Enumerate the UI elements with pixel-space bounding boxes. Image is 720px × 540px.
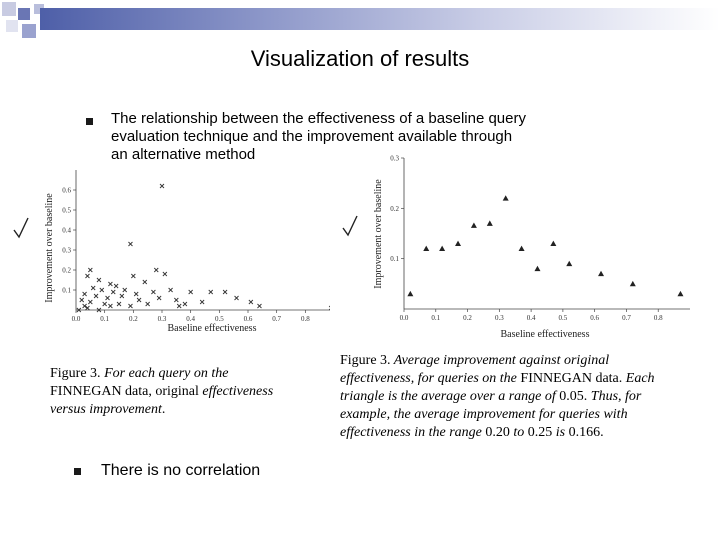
x-tick-label: 0.1: [431, 314, 441, 322]
data-point: [146, 302, 150, 306]
y-tick-label: 0.2: [390, 204, 399, 213]
tick-mark-icon: [343, 216, 357, 235]
y-tick-label: 0.3: [390, 154, 399, 163]
x-tick-label: 0.5: [214, 315, 224, 323]
data-point: [407, 291, 413, 296]
data-point: [503, 195, 509, 200]
caption-text: to: [509, 425, 528, 440]
data-point: [100, 288, 104, 292]
y-tick-label: 0.3: [62, 246, 71, 255]
data-point: [157, 296, 161, 300]
tick-mark-icon: [14, 218, 28, 237]
data-point: [143, 280, 147, 284]
x-axis-label: Baseline effectiveness: [167, 323, 257, 334]
caption-text: 0.166.: [568, 425, 604, 440]
data-point: [487, 220, 493, 225]
caption-text: 0.20: [485, 425, 510, 440]
data-point: [189, 290, 193, 294]
x-tick-label: 0.2: [128, 315, 138, 323]
x-tick-label: 0.5: [558, 314, 568, 322]
slide-title: Visualization of results: [250, 46, 470, 71]
data-point: [91, 286, 95, 290]
data-point: [117, 302, 121, 306]
data-point: [183, 302, 187, 306]
data-point: [257, 304, 261, 308]
data-point: [566, 261, 572, 266]
caption-text: 0.05.: [559, 389, 588, 404]
caption-text: Average improvement against original effectiveness, for queries on the: [340, 353, 610, 386]
bullet-text-2: There is no correlation: [101, 462, 261, 479]
data-point: [550, 241, 556, 246]
data-point: [677, 291, 683, 296]
data-point: [169, 288, 173, 292]
caption-text-end: .: [161, 402, 166, 417]
data-point: [630, 281, 636, 286]
bullet-square-icon: [86, 118, 93, 125]
x-tick-label: 0.6: [243, 315, 253, 323]
data-point: [120, 294, 124, 298]
figure-right-caption: [340, 352, 680, 442]
header-gradient-bar: [40, 8, 720, 30]
data-point: [160, 184, 164, 188]
x-tick-label: 0.3: [157, 315, 167, 323]
data-point: [108, 304, 112, 308]
caption-label: Figure 3.: [340, 353, 391, 368]
y-tick-label: 0.1: [62, 286, 71, 295]
x-tick-label: 0.8: [653, 314, 663, 322]
y-tick-label: 0.1: [390, 255, 399, 264]
x-tick-label: 0.4: [526, 314, 536, 322]
data-point: [471, 222, 477, 227]
data-point: [94, 294, 98, 298]
y-tick-label: 0.6: [62, 186, 71, 195]
data-point: [598, 271, 604, 276]
data-point: [83, 292, 87, 296]
data-point: [151, 290, 155, 294]
data-point: [455, 241, 461, 246]
caption-text: is: [552, 425, 569, 440]
data-point: [80, 298, 84, 302]
x-tick-label: 0.7: [272, 315, 282, 323]
x-tick-label: 0.8: [300, 315, 310, 323]
data-point: [85, 274, 89, 278]
x-tick-label: 0.3: [494, 314, 504, 322]
caption-text-tail: effectiveness versus improvement: [50, 384, 274, 417]
data-point: [88, 268, 92, 272]
data-point: [209, 290, 213, 294]
data-point: [154, 268, 158, 272]
data-point: [108, 282, 112, 286]
data-point: [97, 278, 101, 282]
data-point: [111, 290, 115, 294]
bullet-text-1: The relationship between the effectiveness of a baseline query evaluation technique and the improvement available through an alternative method: [111, 110, 526, 163]
data-point: [423, 246, 429, 251]
data-point: [177, 304, 181, 308]
x-tick-label: 0.0: [399, 314, 409, 322]
data-point: [134, 292, 138, 296]
caption-text: For each query on the: [100, 366, 229, 381]
x-tick-label: 0.1: [100, 315, 110, 323]
x-tick-label: 0.4: [186, 315, 196, 323]
x-tick-label: 0.6: [590, 314, 600, 322]
data-point: [200, 300, 204, 304]
bullet-square-icon: [74, 468, 81, 475]
data-point: [114, 284, 118, 288]
figure-left-caption: [50, 365, 300, 419]
caption-text-data: FINNEGAN data, original: [50, 384, 199, 399]
caption-text: Each triangle is the average over a range of: [340, 371, 655, 404]
data-point: [137, 298, 141, 302]
scatter-chart-average-improvement: [340, 152, 700, 347]
data-point: [223, 290, 227, 294]
data-point: [128, 242, 132, 246]
x-axis-label: Baseline effectiveness: [500, 329, 590, 340]
data-point: [106, 296, 110, 300]
data-point: [163, 272, 167, 276]
scatter-chart-effectiveness-vs-improvement: [0, 160, 330, 355]
caption-text: 0.25: [527, 425, 553, 440]
y-tick-label: 0.4: [62, 226, 71, 235]
y-axis-label: Improvement over baseline: [373, 179, 384, 289]
x-tick-label: 0.7: [622, 314, 631, 322]
data-point: [88, 300, 92, 304]
data-point: [128, 304, 132, 308]
y-tick-label: 0.5: [62, 206, 71, 215]
data-point: [439, 246, 445, 251]
y-axis-label: Improvement over baseline: [44, 193, 55, 303]
data-point: [235, 296, 239, 300]
x-tick-label: 0.0: [71, 315, 81, 323]
data-point: [329, 306, 330, 310]
data-point: [131, 274, 135, 278]
data-point: [123, 288, 127, 292]
caption-text: Thus, for example, the average improvement for queries with effectiveness in the range: [340, 389, 642, 440]
data-point: [103, 302, 107, 306]
y-tick-label: 0.2: [62, 266, 71, 275]
caption-text: FINNEGAN data.: [520, 371, 623, 386]
caption-label: Figure 3.: [50, 366, 101, 381]
data-point: [249, 300, 253, 304]
data-point: [534, 266, 540, 271]
data-point: [519, 246, 525, 251]
x-tick-label: 0.2: [463, 314, 472, 322]
data-point: [174, 298, 178, 302]
